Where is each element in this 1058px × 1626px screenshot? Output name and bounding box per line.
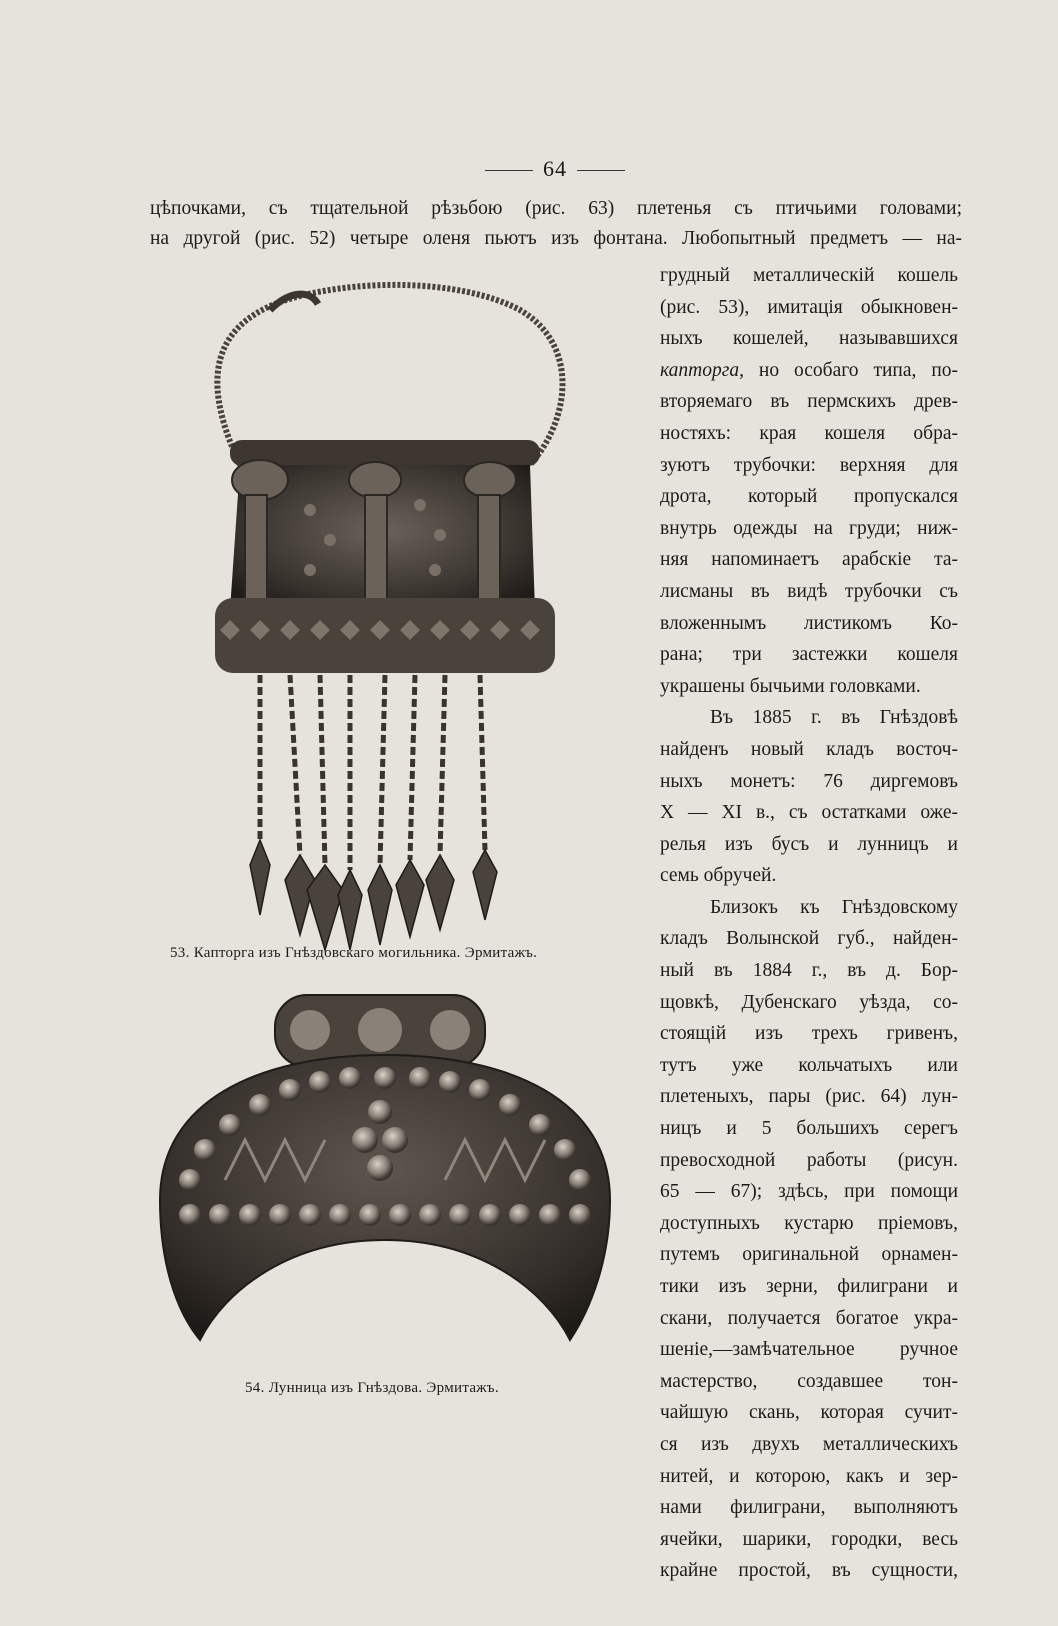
- column-line: X — XI в., съ остатками оже-: [660, 802, 958, 824]
- column-line: [660, 355, 958, 387]
- column-line: вторяемаго въ пермскихъ древ-: [660, 391, 958, 413]
- page-number-rule-left: [485, 170, 533, 171]
- purse-illustration: [200, 280, 570, 960]
- column-line: тутъ уже кольчатыхъ или: [660, 1054, 958, 1076]
- column-line: ся изъ двухъ металлическихъ: [660, 1433, 958, 1455]
- column-line: щовкѣ, Дубенскаго уѣзда, со-: [660, 991, 958, 1013]
- column-line: ячейки, шарики, городки, весь: [660, 1528, 958, 1550]
- column-line: зуютъ трубочки: верхняя для: [660, 454, 958, 476]
- figure-54-caption: 54. Лунница изъ Гнѣздова. Эрмитажъ.: [245, 1380, 499, 1396]
- figure-53-purse: [200, 280, 570, 960]
- column-line: Въ 1885 г. въ Гнѣздовѣ: [710, 707, 958, 729]
- column-line: путемъ оригинальной орнамен-: [660, 1244, 958, 1266]
- column-line: внутрь одежды на груди; ниж-: [660, 517, 958, 539]
- column-line: скани, получается богатое укра-: [660, 1307, 958, 1329]
- column-line: ныхъ монетъ: 76 диргемовъ: [660, 770, 958, 792]
- column-line: плетеныхъ, пары (рис. 64) лун-: [660, 1086, 958, 1108]
- italic-term: капторга,: [660, 359, 744, 381]
- column-line: лисманы въ видѣ трубочки съ: [660, 580, 958, 602]
- column-line: мастерство, создавшее тон-: [660, 1370, 958, 1392]
- column-line: нитей, и которою, какъ и зер-: [660, 1465, 958, 1487]
- column-line: ныхъ кошелей, называвшихся: [660, 328, 958, 350]
- column-line: рана; три застежки кошеля: [660, 644, 958, 666]
- column-line: (рис. 53), имитація обыкновен-: [660, 296, 958, 318]
- column-line: украшены бычьими головками.: [660, 675, 921, 697]
- figure-54-lunula: [150, 990, 620, 1370]
- page-number: [470, 156, 640, 182]
- column-line: Близокъ къ Гнѣздовскому: [710, 896, 958, 918]
- column-line: ностяхъ: края кошеля обра-: [660, 422, 958, 444]
- column-line: ницъ и 5 большихъ серегъ: [660, 1118, 958, 1140]
- column-line: вложеннымъ листикомъ Ко-: [660, 612, 958, 634]
- column-line: доступныхъ кустарю пріемовъ,: [660, 1212, 958, 1234]
- column-line: крайне простой, въ сущности,: [660, 1560, 958, 1582]
- figure-53-caption: 53. Капторга изъ Гнѣздовскаго могильника. Эрмитажъ.: [170, 945, 538, 961]
- page-number-text: 64: [543, 156, 567, 181]
- column-line: ный въ 1884 г., въ д. Бор-: [660, 960, 958, 982]
- column-line: найденъ новый кладъ восточ-: [660, 738, 958, 760]
- column-line: стоящій изъ трехъ гривенъ,: [660, 1023, 958, 1045]
- column-line: няя напоминаетъ арабскіе та-: [660, 549, 958, 571]
- column-line: шеніе,—замѣчательное ручное: [660, 1339, 958, 1361]
- column-line: нами филиграни, выполняютъ: [660, 1497, 958, 1519]
- column-line: релья изъ бусъ и лунницъ и: [660, 833, 958, 855]
- body-line-1: цѣпочками, съ тщательной рѣзьбою (рис. 63) плетенья съ птичьими головами;: [150, 198, 962, 219]
- column-line: тики изъ зерни, филиграни и: [660, 1276, 958, 1297]
- column-line: грудный металлическій кошель: [660, 265, 958, 286]
- column-line: превосходной работы (рисун.: [660, 1149, 958, 1171]
- lunula-illustration: [150, 990, 620, 1370]
- column-line: дрота, который пропускался: [660, 486, 958, 508]
- text-column: [660, 260, 958, 1587]
- column-line: кладъ Волынской губ., найден-: [660, 928, 958, 950]
- column-line: семь обручей.: [660, 865, 777, 887]
- body-line-2: на другой (рис. 52) четыре оленя пьютъ изъ фонтана. Любопытный предметъ — на-: [150, 228, 962, 249]
- column-line: чайшую скань, которая сучит-: [660, 1402, 958, 1424]
- column-line: 65 — 67); здѣсь, при помощи: [660, 1181, 958, 1203]
- column-line-rest: но особаго типа, по-: [758, 359, 958, 381]
- page-number-rule-right: [577, 170, 625, 171]
